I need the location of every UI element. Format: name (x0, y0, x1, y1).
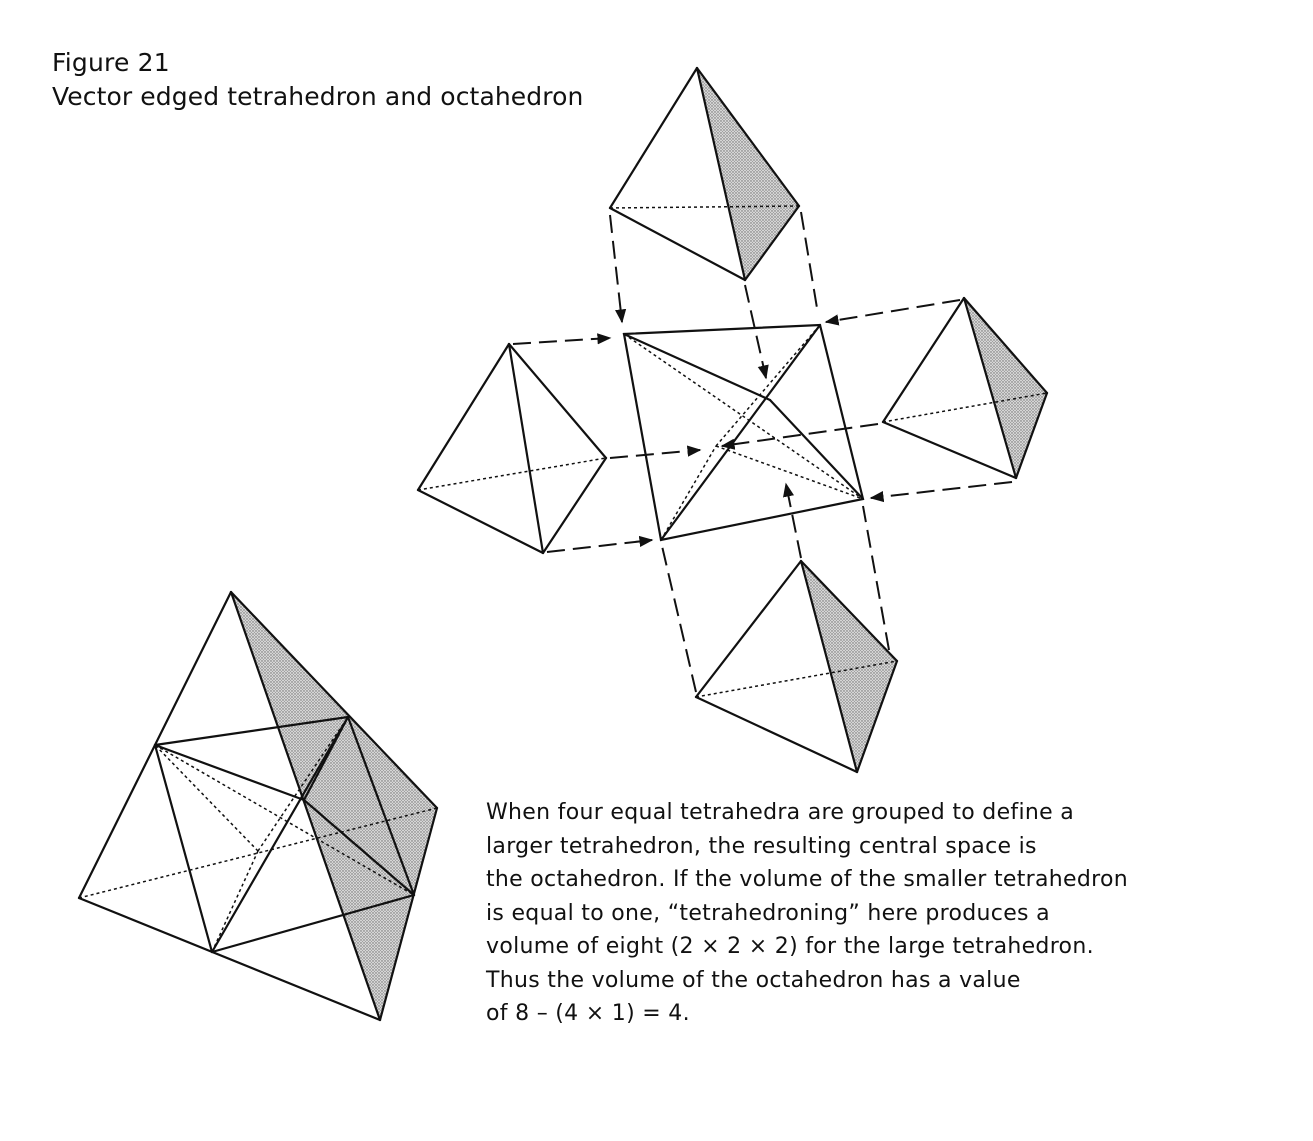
central-octahedron (624, 325, 863, 540)
description-line: Thus the volume of the octahedron has a value (486, 967, 1021, 993)
octahedron-edge (661, 325, 820, 540)
arrow-right-bottom (871, 482, 1012, 498)
description-text (486, 796, 1186, 1031)
arrow-left-middle (610, 450, 700, 458)
bottom-tetrahedron (696, 561, 897, 772)
arrow-bottom-left (662, 546, 696, 692)
shaded-face (964, 298, 1047, 478)
octahedron-hidden-edge (624, 334, 863, 499)
description-line: of 8 – (4 × 1) = 4. (486, 1001, 690, 1026)
arrow-bottom-center (786, 484, 801, 558)
arrow-top-center (745, 285, 766, 378)
description-line: When four equal tetrahedra are grouped to define a (486, 800, 1075, 825)
right-tetrahedron (883, 298, 1047, 478)
description-line: the octahedron. If the volume of the smaller tetrahedron (486, 867, 1128, 892)
octahedron-hidden-edge (716, 325, 820, 446)
top-tetrahedron (610, 68, 799, 280)
description-line: is equal to one, “tetrahedroning” here produces a (486, 900, 1050, 926)
octahedron-square-outline (624, 325, 863, 540)
octahedron-edge (624, 334, 770, 400)
arrow-left-bottom (547, 540, 652, 552)
exploded-octahedron (418, 68, 1047, 772)
figure-caption: Vector edged tetrahedron and octahedron (52, 82, 584, 111)
octahedron-hidden-edge (716, 446, 863, 499)
arrow-top-left (610, 215, 622, 322)
assembled-tetrahedron (79, 592, 437, 1020)
description-line: volume of eight (2 × 2 × 2) for the large tetrahedron. (486, 934, 1094, 959)
arrow-top-right (801, 212, 818, 314)
arrow-right-top (826, 300, 960, 322)
figure-label: Figure 21 (52, 48, 170, 77)
octahedron-edge (770, 400, 863, 499)
left-tetrahedron (418, 344, 606, 553)
assembly-arrows (513, 212, 1012, 692)
octahedron-hidden-edge (661, 446, 716, 540)
shaded-face (697, 68, 799, 280)
arrow-left-top (513, 338, 610, 344)
description-line: larger tetrahedron, the resulting central space is (486, 833, 1037, 859)
shaded-face (231, 592, 437, 1020)
